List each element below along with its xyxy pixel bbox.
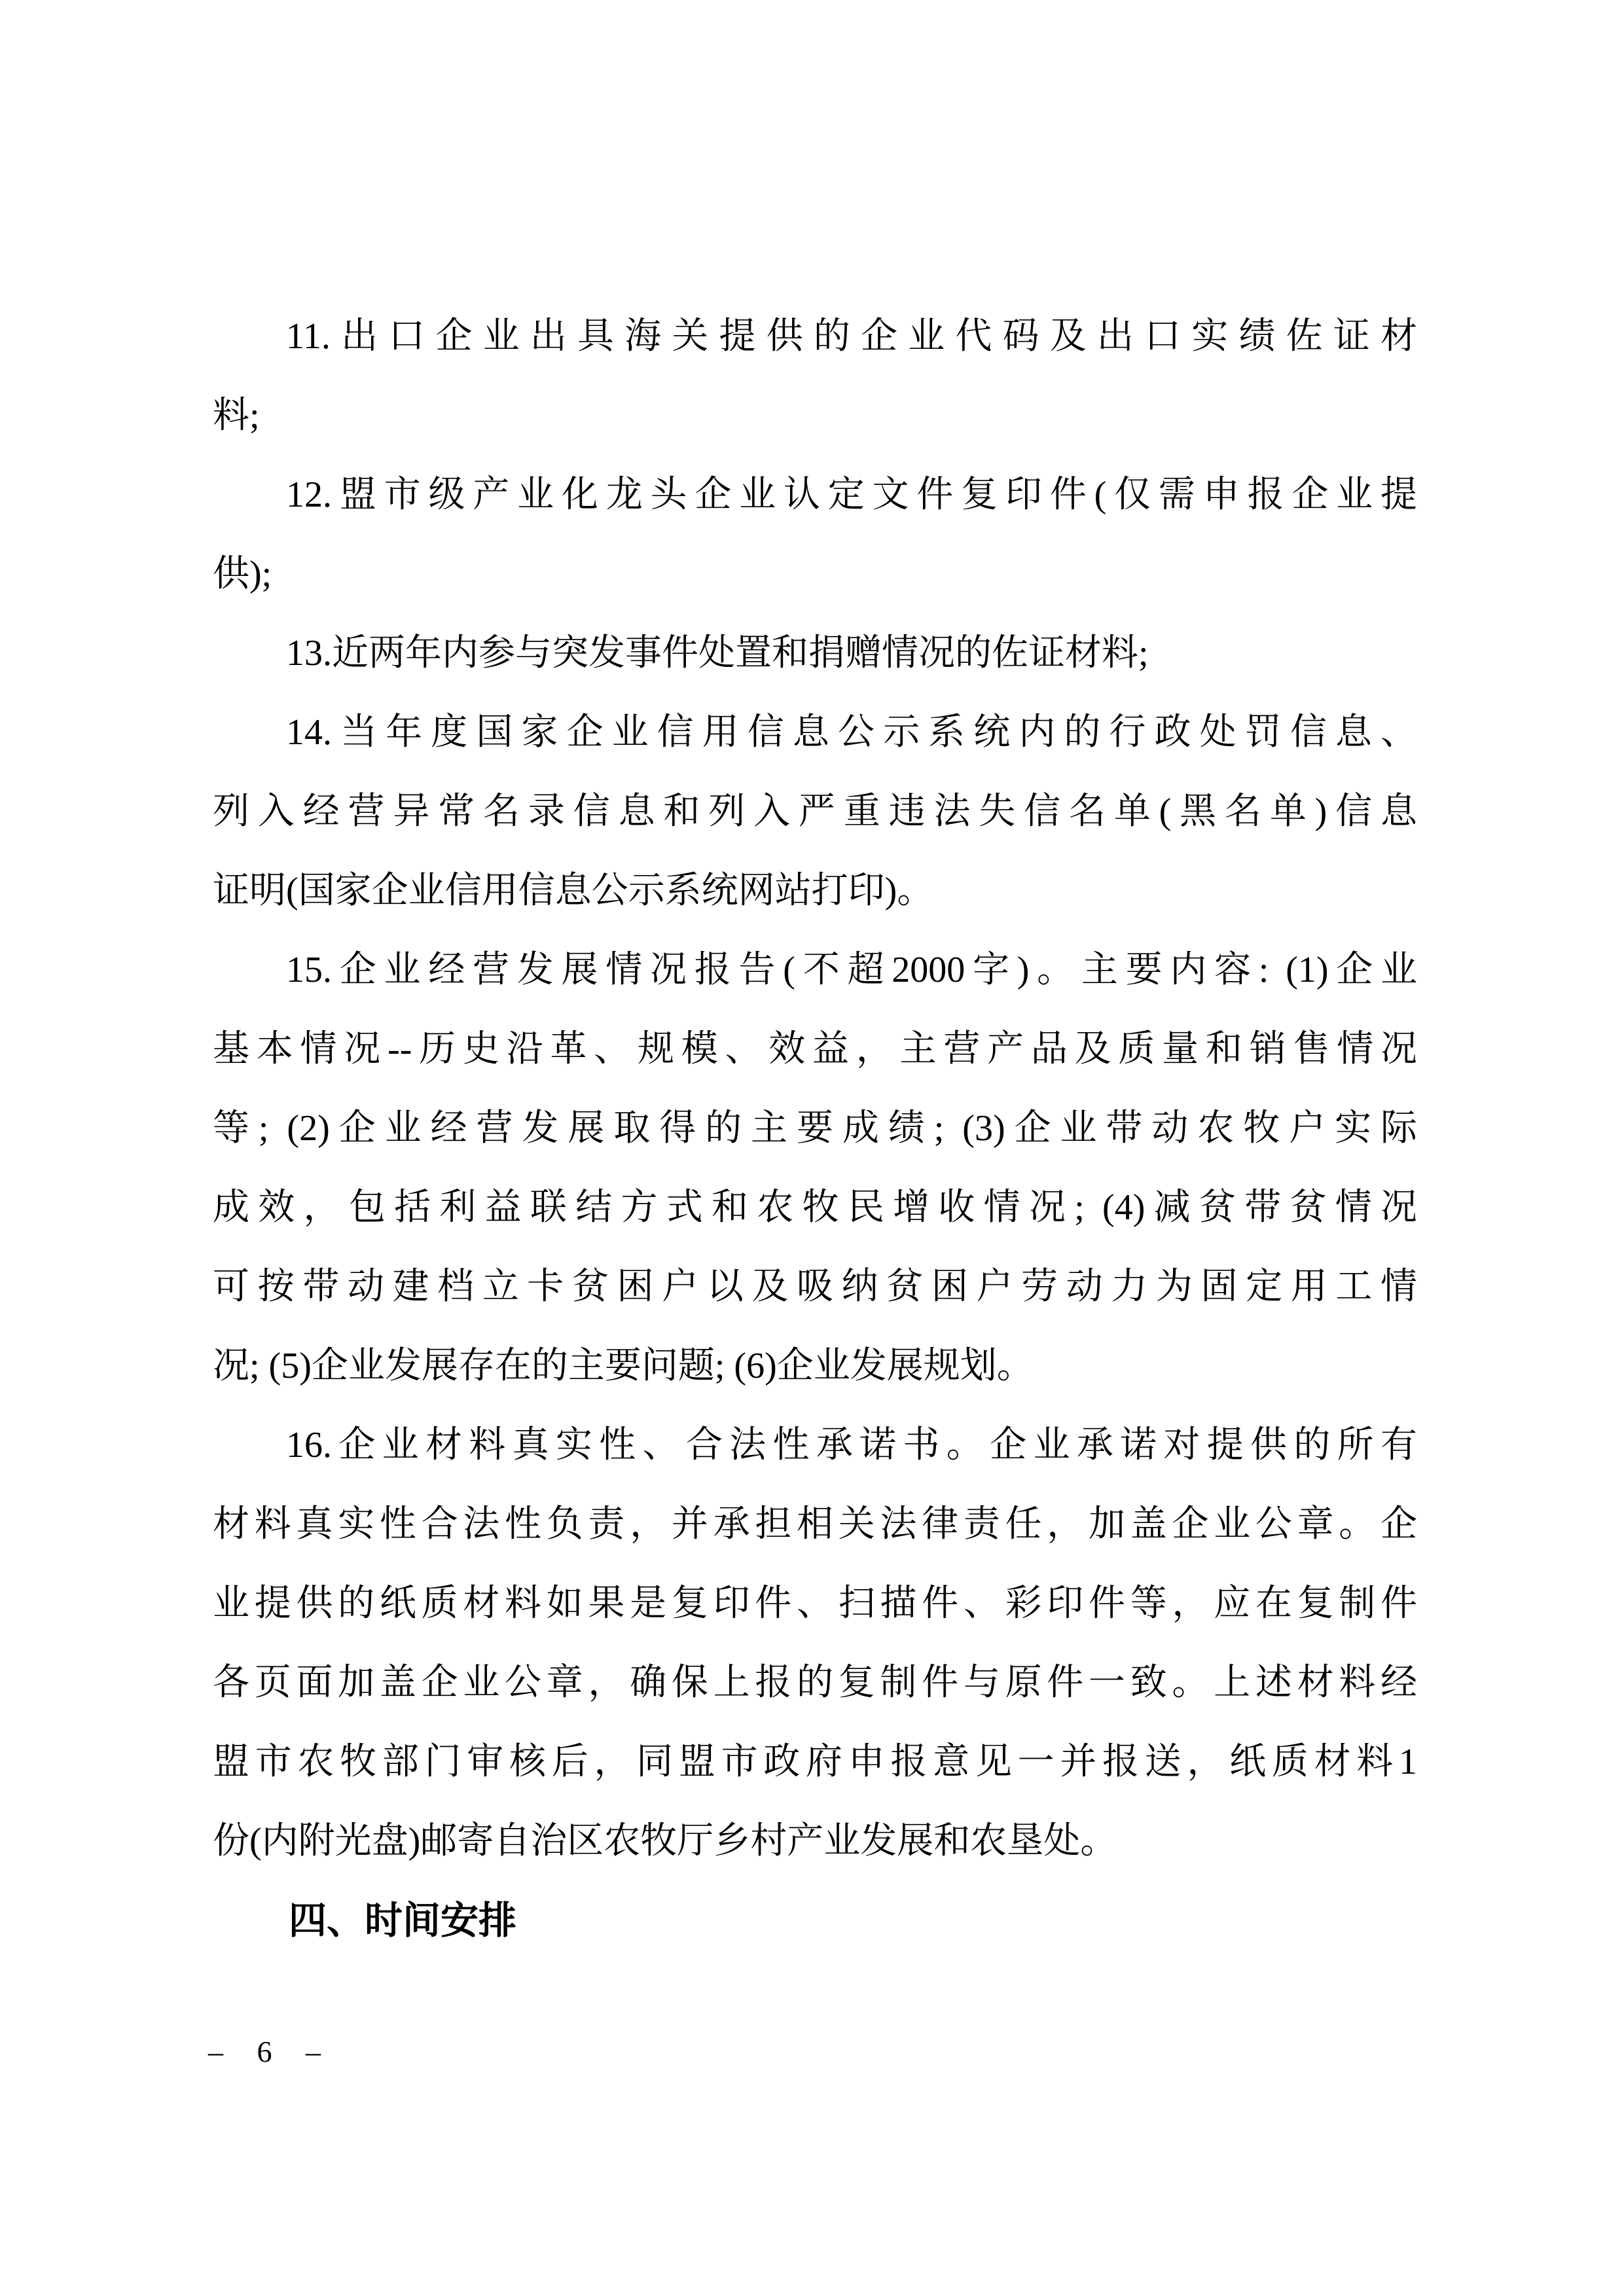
section-heading: 四、时间安排 (289, 1899, 517, 1942)
text-line: 14.当年度国家企业信用信息公示系统内的行政处罚信息、 (286, 712, 1417, 753)
text-line: 各页面加盖企业公章，确保上报的复制件与原件一致。上述材料经 (213, 1662, 1417, 1703)
text-line: 料; (213, 395, 260, 436)
text-line: 成效，包括利益联结方式和农牧民增收情况; (4)减贫带贫情况 (213, 1187, 1417, 1228)
text-line: 15.企业经营发展情况报告(不超2000字)。主要内容: (1)企业 (286, 950, 1417, 990)
text-line: 证明(国家企业信用信息公示系统网站打印)。 (213, 870, 934, 911)
text-line: 基本情况--历史沿革、规模、效益，主营产品及质量和销售情况 (213, 1029, 1417, 1069)
text-line: 13.近两年内参与突发事件处置和捐赠情况的佐证材料; (286, 633, 1149, 673)
page-number: – 6 – (208, 2035, 334, 2068)
text-line: 可按带动建档立卡贫困户以及吸纳贫困户劳动力为固定用工情 (213, 1266, 1417, 1307)
text-line: 16.企业材料真实性、合法性承诺书。企业承诺对提供的所有 (286, 1425, 1417, 1465)
text-line: 材料真实性合法性负责，并承担相关法律责任，加盖企业公章。企 (213, 1504, 1417, 1545)
document-body (213, 297, 1417, 1960)
text-line: 11.出口企业出具海关提供的企业代码及出口实绩佐证材 (286, 316, 1417, 357)
text-line: 供); (213, 554, 272, 594)
text-line: 况; (5)企业发展存在的主要问题; (6)企业发展规划。 (213, 1346, 1034, 1386)
text-line: 业提供的纸质材料如果是复印件、扫描件、彩印件等，应在复制件 (213, 1583, 1417, 1624)
text-line: 份(内附光盘)邮寄自治区农牧厅乡村产业发展和农垦处。 (213, 1821, 1117, 1861)
text-line: 盟市农牧部门审核后，同盟市政府申报意见一并报送，纸质材料1 (213, 1742, 1417, 1782)
text-line: 12.盟市级产业化龙头企业认定文件复印件(仅需申报企业提 (286, 475, 1417, 515)
text-line: 列入经营异常名录信息和列入严重违法失信名单(黑名单)信息 (213, 791, 1417, 832)
text-line: 等; (2)企业经营发展取得的主要成绩; (3)企业带动农牧户实际 (213, 1108, 1417, 1149)
